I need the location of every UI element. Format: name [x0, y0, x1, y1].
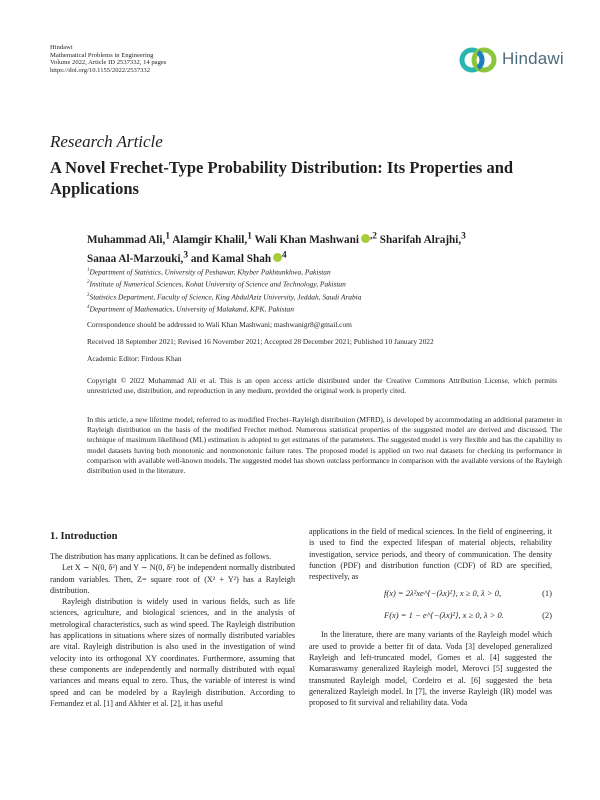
paragraph: Rayleigh distribution is widely used in various fields, such as life sciences, agriculture, and biological sciences, and in the analysis of metrological characteristics, such as wind speed. The Rayleigh distribution has applications in situations where sizes of normally distributed variables are vital. Rayleigh distribution is also used in the investigation of wind velocity into its orthogonal XY coordinates. Furthermore, assuming that these components are independently and normally distributed with equal variances and means equal to zero. Thus, the variable of interest is wind speed and can be modeled by a Rayleigh distribution. According to Fernandez et al. [1] and Akhter et al. [2], it has useful	[50, 597, 295, 708]
volume-info: Volume 2022, Article ID 2537332, 14 pages	[50, 59, 167, 67]
affiliation-1: $^1$Department of Statistics, University of Peshawar, Khyber Pakhtunkhwa, Pakistan	[87, 267, 331, 277]
affiliations	[87, 265, 557, 315]
journal-header	[50, 44, 166, 74]
academic-editor: Academic Editor: Firdous Khan	[87, 354, 182, 363]
author-3[interactable]: Wali Khan Mashwani $^{,2}$	[254, 231, 377, 246]
author-5[interactable]: Sanaa Al-Marzouki,$^3$	[87, 250, 189, 266]
hindawi-logo-icon	[458, 40, 500, 80]
equation-body: F(x) = 1 − e^{−(λx)²}, x ≥ 0, λ > 0.	[384, 610, 504, 621]
correspondence: Correspondence should be addressed to Wali Khan Mashwani; mashwanigr8@gmail.com	[87, 320, 352, 329]
author-2[interactable]: Alamgir Khalil,$^1$	[172, 231, 252, 246]
paragraph: applications in the field of medical sciences. In the field of engineering, it is used to find the expected lifespan of material objects, reliability investigation, service periods, and theory of communication. The density function (PDF) and distribution function (CDF) of RD are specified, respectively, as	[309, 527, 552, 582]
paragraph: The distribution has many applications. It can be defined as follows.	[50, 552, 272, 561]
equation-number: (2)	[542, 610, 552, 621]
publisher-name: Hindawi	[50, 44, 73, 51]
orcid-icon[interactable]	[361, 234, 370, 243]
equation-2	[309, 604, 552, 626]
article-title: A Novel Frechet-Type Probability Distribution: Its Properties and Applications	[50, 158, 514, 198]
author-4[interactable]: Sharifah Alrajhi,$^3$	[379, 231, 466, 246]
paragraph: Let X ∼ N(0, δ²) and Y ∼ N(0, δ²) be independent normally distributed random variables. Then, Z= square root of (X² + Y²) has a Rayleigh distribution.	[50, 563, 295, 595]
equation-body: f(x) = 2λ²xe^{−(λx)²}, x ≥ 0, λ > 0,	[384, 588, 502, 599]
author-6[interactable]: and Kamal Shah $^4$	[190, 250, 287, 266]
affiliation-2: $^2$Institute of Numerical Sciences, Kohat University of Science and Technology, Pakistan	[87, 279, 346, 289]
paragraph: In the literature, there are many variants of the Rayleigh model which are used to provide a better fit of data. Voda [3] developed generalized Rayleigh and left-truncated model, Gomes et al. [4] suggested the Kumaraswamy generalized Rayleigh model, Merovci [5] suggested the transmuted Rayleigh model, Cordeiro et al. [6] suggested the beta generalized Rayleigh model. In [7], the inverse Rayleigh (IR) model was proposed to fit survival and reliability data. Voda	[309, 630, 552, 708]
left-column	[50, 551, 295, 709]
article-dates: Received 18 September 2021; Revised 16 November 2021; Accepted 28 December 2021; Published 10 January 2022	[87, 337, 434, 346]
right-column	[309, 526, 552, 709]
affiliation-4: $^4$Department of Mathematics, University of Malakand, KPK, Pakistan	[87, 304, 294, 314]
copyright-notice: Copyright © 2022 Muhammad Ali et al. This is an open access article distributed under the Creative Commons Attribution License, which permits unrestricted use, distribution, and reproduction in any medium, provided the original work is properly cited.	[87, 376, 557, 395]
hindawi-logo	[458, 40, 564, 80]
abstract: In this article, a new lifetime model, referred to as modified Frechet–Rayleigh distribution (MFRD), is developed by accommodating an additional parameter in Rayleigh distribution on the basis of the modified Frechet method. Numerous statistical properties of the suggested model are derived and discussed. The technique of maximum likelihood (ML) estimation is adopted to get estimates of the parameters. The suggested model is very flexible and has the capability to model datasets having both monotonic and nonmonotonic failure rates. The proposed model is applied on two real datasets for checking its performance in comparison with available well-known models. The suggested model has shown outclass performance in comparison with the available versions of the Rayleigh distribution used in the literature.	[87, 415, 562, 476]
author-list	[87, 228, 557, 267]
logo-text: Hindawi	[502, 49, 564, 68]
article-type: Research Article	[50, 132, 163, 151]
section-heading: 1. Introduction	[50, 531, 118, 542]
doi-link[interactable]: https://doi.org/10.1155/2022/2537332	[50, 66, 151, 74]
equation-1	[309, 582, 552, 604]
affiliation-3: $^3$Statistics Department, Faculty of Science, King AbdulAziz University, Jeddah, Saudi Arabia	[87, 292, 362, 302]
author-1[interactable]: Muhammad Ali,$^1$	[87, 231, 170, 246]
equation-number: (1)	[542, 588, 552, 599]
journal-name: Mathematical Problems in Engineering	[50, 51, 154, 59]
orcid-icon[interactable]	[273, 253, 282, 262]
